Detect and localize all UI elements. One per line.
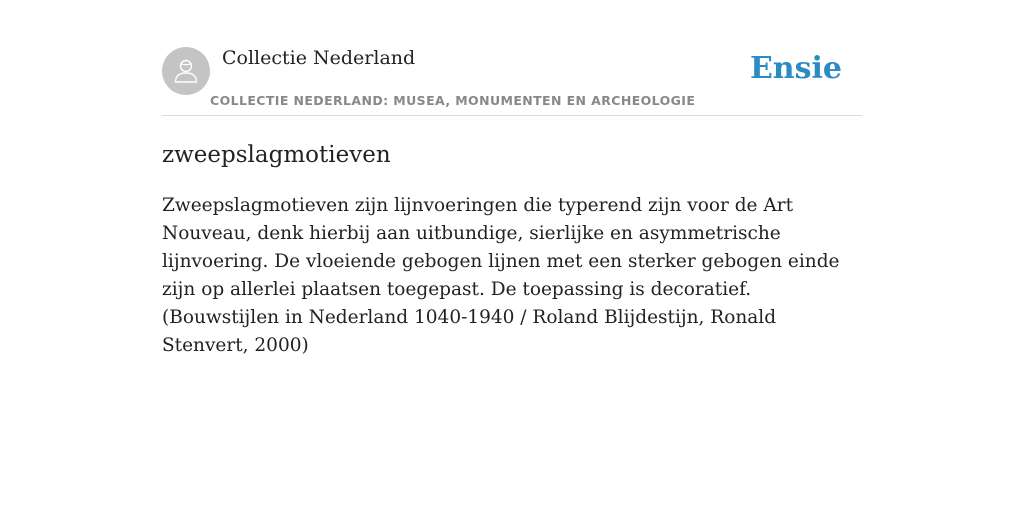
author-name[interactable]: Collectie Nederland [222,47,416,69]
entry-definition: Zweepslagmotieven zijn lijnvoeringen die typerend zijn voor de Art Nouveau, denk hierbij aan uitbundige, sierlijke en asymmetrische lijnvoering. De vloeiende gebogen lijnen met een sterker gebogen einde zijn op allerlei plaatsen toegepast. De toepassing is decoratief. (Bouwstijlen in Nederland 1040-1940 / Roland Blijdestijn, Ronald Stenvert, 2000) [162,195,840,356]
entry-header [162,0,862,116]
avatar[interactable] [162,47,210,95]
user-icon [172,57,200,85]
brand-logo[interactable]: Ensie [749,51,842,86]
entry-card [162,0,862,360]
entry-term: zweepslagmotieven [162,142,391,168]
author-subtitle: COLLECTIE NEDERLAND: MUSEA, MONUMENTEN EN ARCHEOLOGIE [210,93,696,108]
